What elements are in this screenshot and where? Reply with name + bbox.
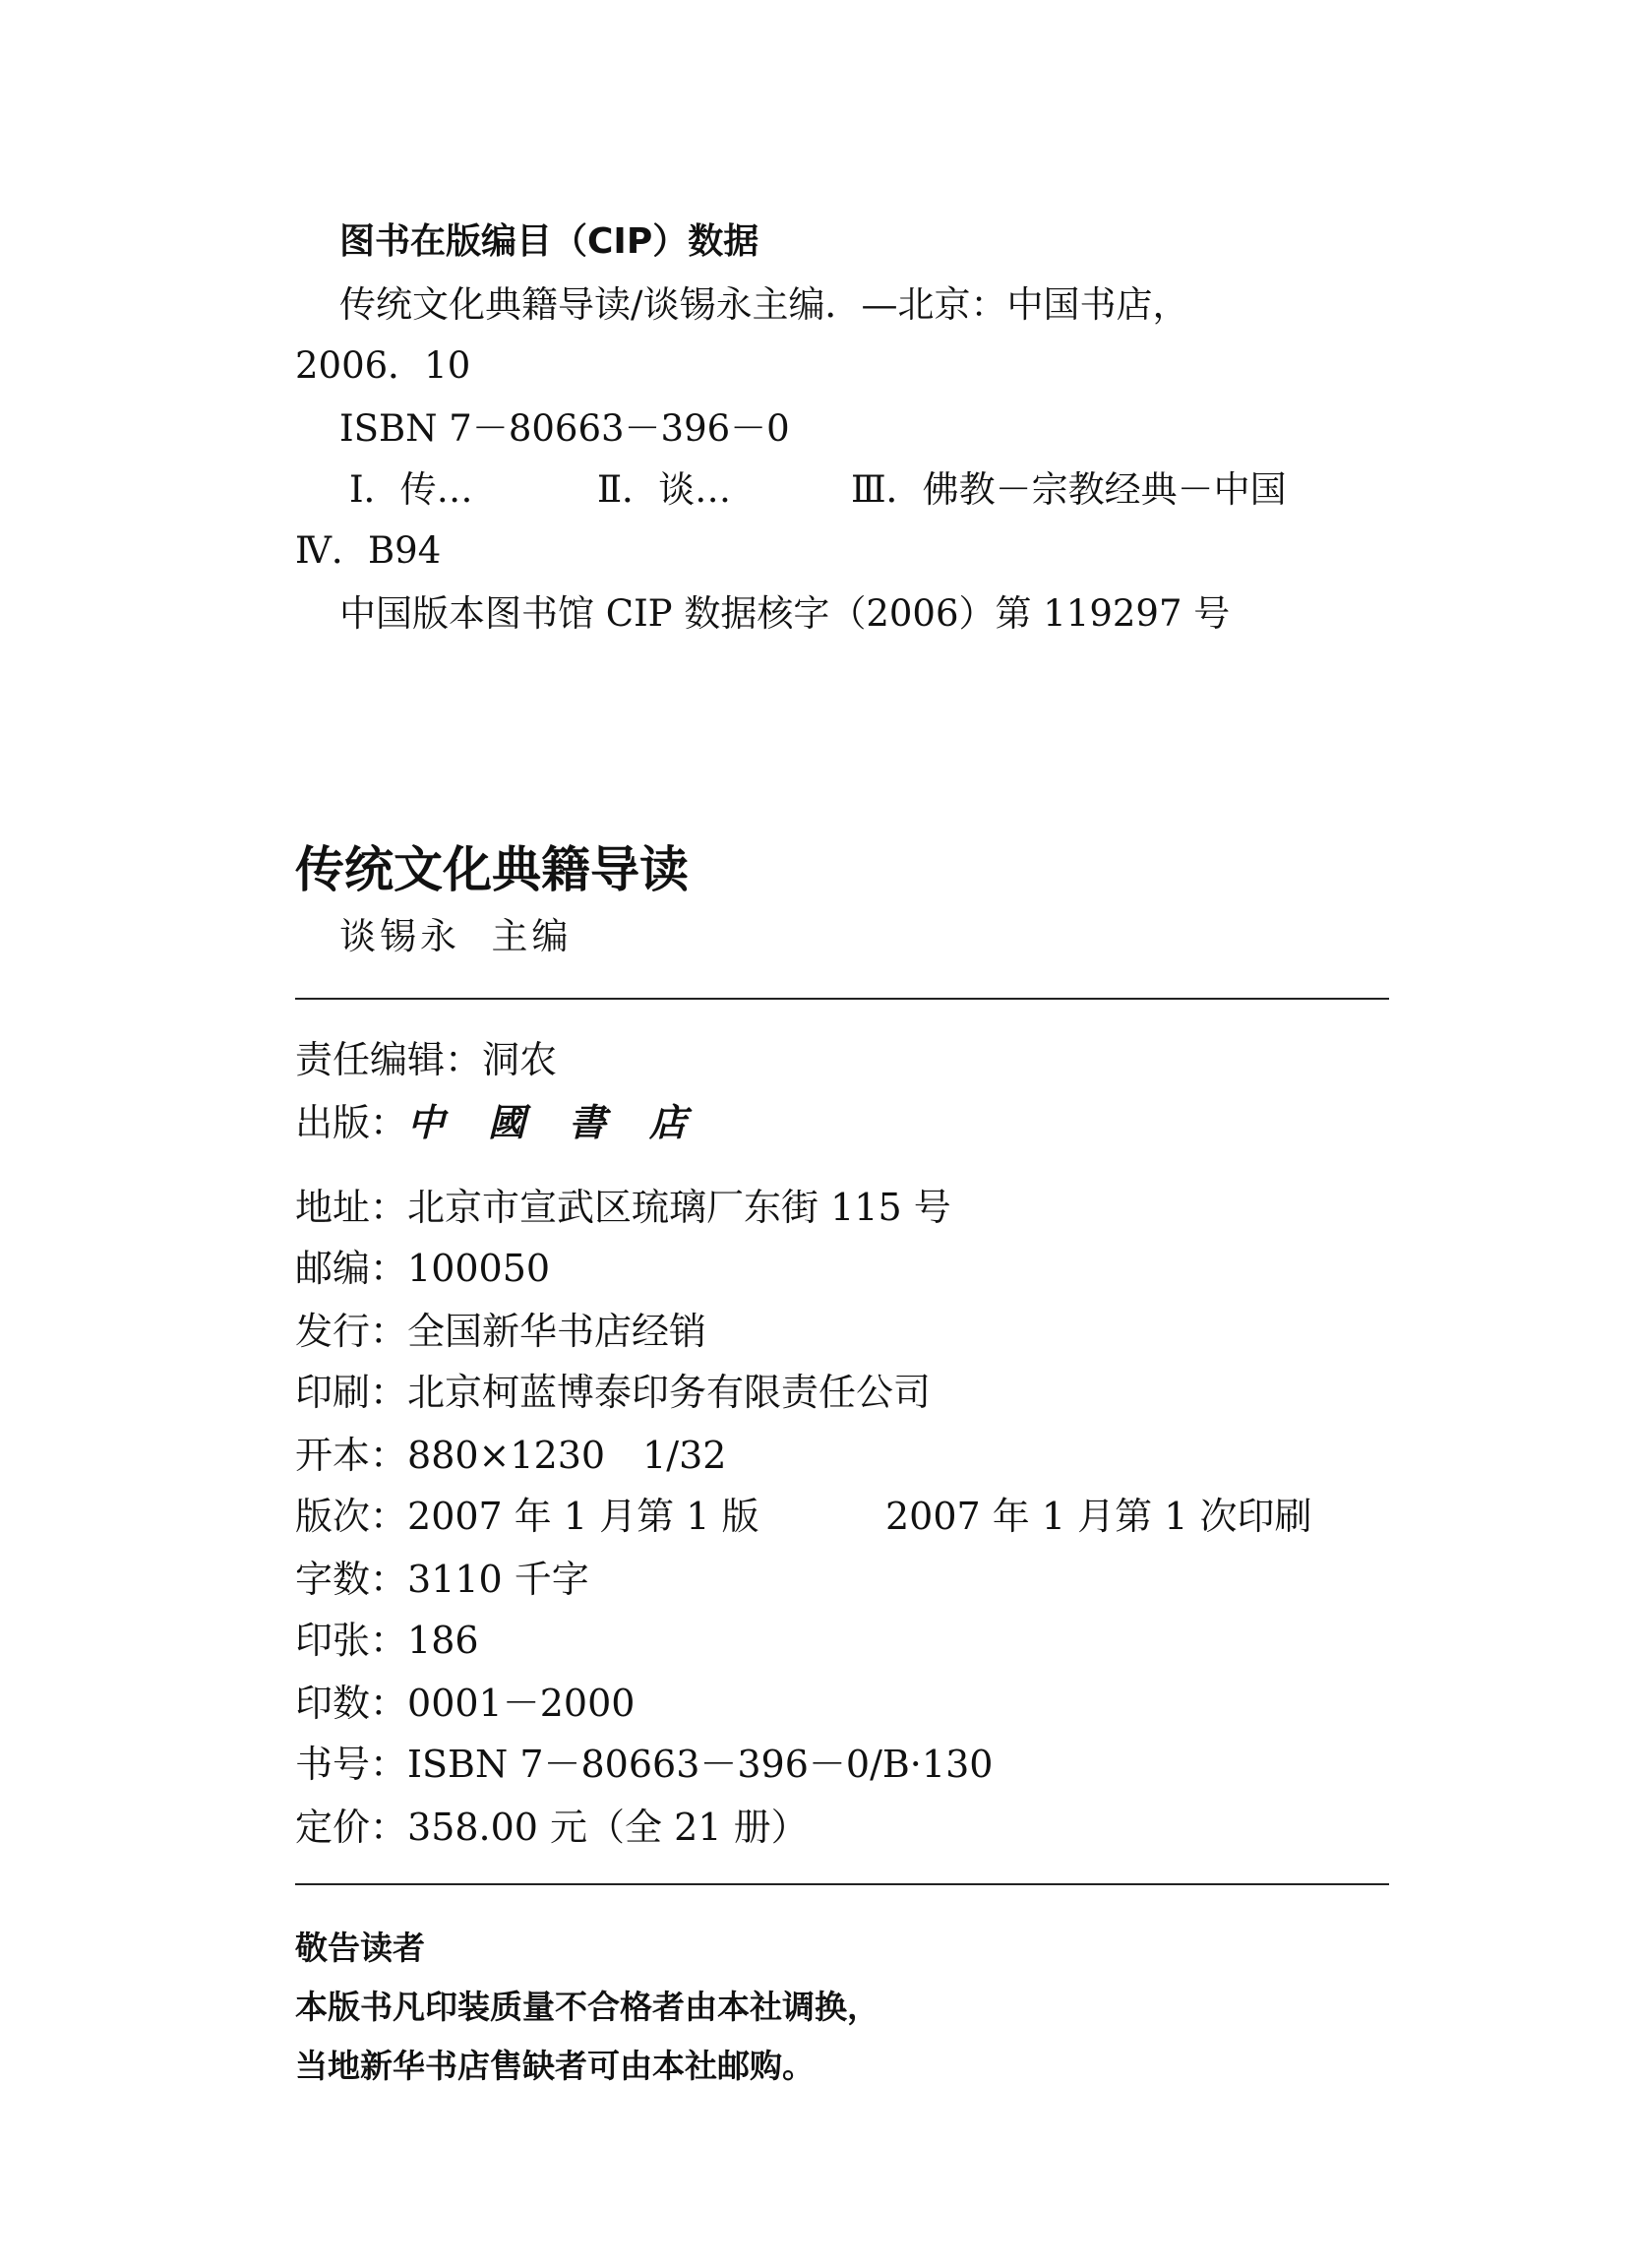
detail-label: 开本： (295, 1434, 408, 1477)
detail-value: 3110 千字 (407, 1558, 589, 1601)
detail-impression: 2007 年 1 月第 1 次印刷 (885, 1495, 1312, 1538)
cip-line-date: 2006．10 (295, 344, 471, 387)
detail-label: 字数： (295, 1558, 408, 1601)
detail-price (295, 1803, 809, 1852)
detail-copies (295, 1679, 635, 1728)
detail-edition (295, 1492, 1377, 1541)
detail-distribution (295, 1307, 706, 1356)
detail-postcode (295, 1244, 550, 1293)
detail-value: ISBN 7－80663－396－0/B·130 (407, 1743, 994, 1786)
detail-label: 印刷： (295, 1371, 408, 1414)
cip-line-title: 传统文化典籍导读/谈锡永主编．—北京：中国书店， (339, 283, 1189, 326)
detail-isbn (295, 1740, 993, 1789)
cip-line-isbn: ISBN 7－80663－396－0 (339, 407, 790, 450)
cip-heading: 图书在版编目（CIP）数据 (339, 221, 759, 262)
detail-value: 全国新华书店经销 (407, 1310, 707, 1353)
detail-value: 2007 年 1 月第 1 版 (407, 1495, 759, 1538)
detail-label: 书号： (295, 1743, 408, 1786)
cip-line-class-4: Ⅳ．B94 (295, 529, 442, 572)
detail-value: 洞农 (482, 1038, 558, 1081)
detail-publisher (295, 1098, 730, 1147)
cip-class-2: Ⅱ．谈… (597, 468, 732, 511)
detail-sheets (295, 1616, 479, 1665)
detail-label: 发行： (295, 1310, 408, 1353)
detail-format (295, 1431, 726, 1480)
detail-value: 880×1230 1/32 (407, 1434, 727, 1477)
detail-value: 100050 (407, 1247, 551, 1290)
detail-label: 版次： (295, 1495, 408, 1538)
detail-label: 责任编辑： (295, 1038, 483, 1081)
detail-address (295, 1183, 951, 1232)
book-editor: 谈锡永 主编 (339, 915, 573, 957)
detail-value: 0001－2000 (407, 1682, 636, 1725)
detail-label: 定价： (295, 1806, 408, 1849)
book-title: 传统文化典籍导读 (295, 841, 689, 898)
detail-value: 北京市宣武区琉璃厂东街 115 号 (407, 1186, 951, 1229)
publisher-logo: 中國書店 (407, 1100, 731, 1144)
detail-printing (295, 1368, 931, 1417)
detail-label: 地址： (295, 1186, 408, 1229)
detail-editor (295, 1035, 557, 1084)
detail-label: 印数： (295, 1682, 408, 1725)
cip-class-1: Ⅰ．传… (349, 468, 473, 511)
cip-line-record: 中国版本图书馆 CIP 数据核字（2006）第 119297 号 (339, 592, 1231, 635)
detail-label: 印张： (295, 1619, 408, 1662)
cip-class-3: Ⅲ．佛教－宗教经典－中国 (851, 468, 1287, 511)
detail-label: 邮编： (295, 1247, 408, 1290)
detail-words (295, 1555, 589, 1604)
notice-line-2: 当地新华书店售缺者可由本社邮购。 (295, 2047, 815, 2085)
detail-label: 出版： (295, 1101, 408, 1144)
divider-bottom (295, 1883, 1389, 1885)
detail-value: 358.00 元（全 21 册） (407, 1806, 809, 1849)
notice-title: 敬告读者 (295, 1929, 425, 1967)
detail-value: 186 (407, 1619, 479, 1662)
detail-value: 北京柯蓝博泰印务有限责任公司 (407, 1371, 932, 1414)
notice-line-1: 本版书凡印装质量不合格者由本社调换， (295, 1988, 879, 2026)
divider-top (295, 998, 1389, 1000)
